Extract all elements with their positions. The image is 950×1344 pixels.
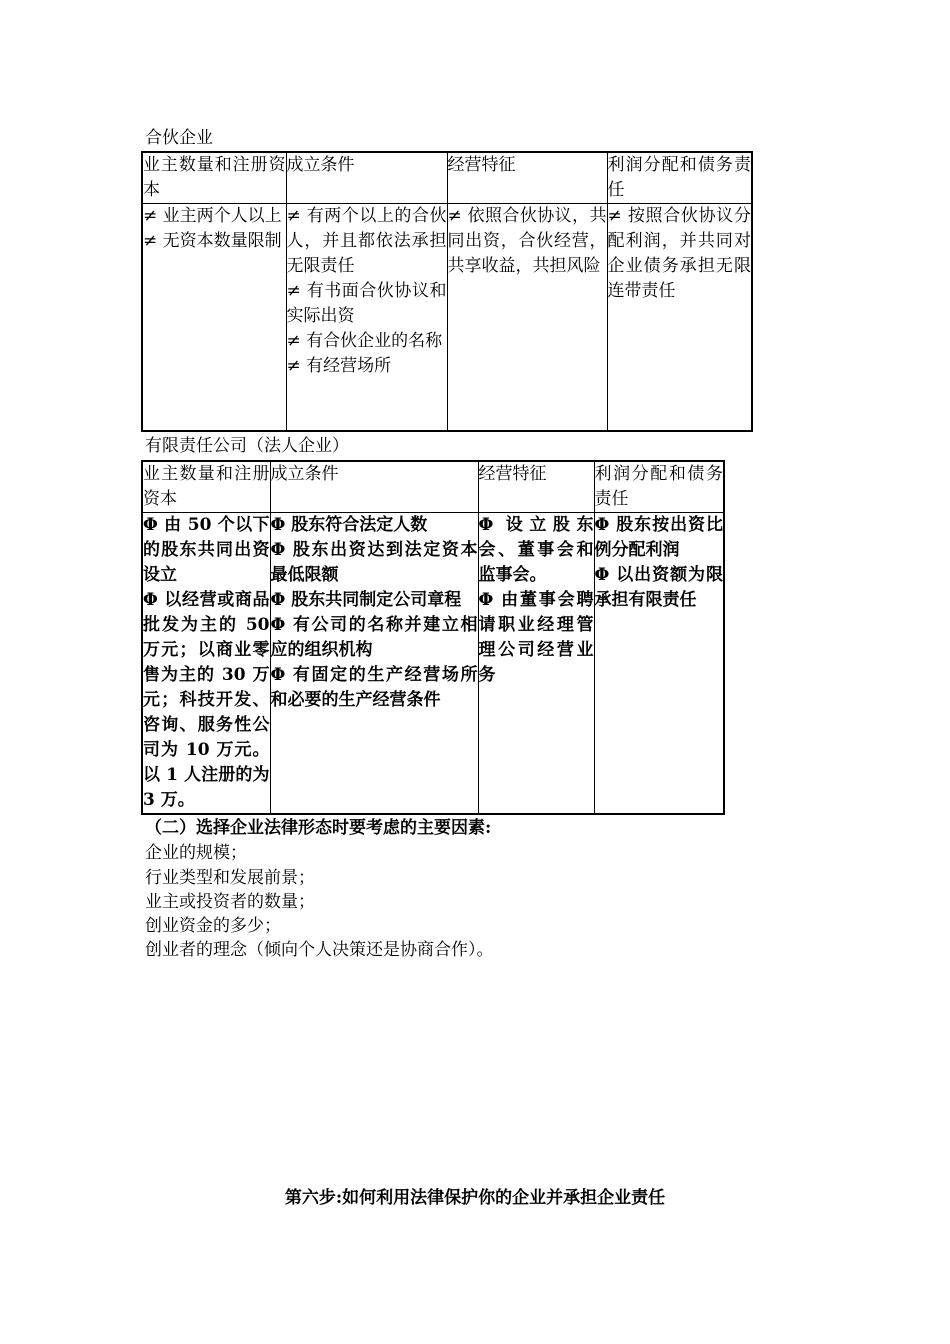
list-item: ≠ 有两个以上的合伙人，并且都依法承担无限责任 (286, 206, 447, 276)
list-item: Φ 股东出资达到法定资本最低限额 (270, 540, 478, 585)
list-item: Φ 以出资额为限承担有限责任 (594, 565, 723, 610)
list-item: Φ 以经营或商品批发为主的 50 万元；以商业零售为主的 30 万元；科技开发、咨询、服务性公司为 10 万元。以 1 人注册的为 3 万。 (143, 590, 270, 810)
list-item: ≠ 有经营场所 (286, 356, 392, 376)
header-operations: 经营特征 (478, 461, 594, 513)
step-six-title: 第六步:如何利用法律保护你的企业并承担企业责任 (284, 1188, 666, 1208)
list-item: Φ 股东按出资比例分配利润 (594, 515, 723, 560)
header-operations: 经营特征 (447, 152, 607, 204)
factor-item: 创业资金的多少； (145, 916, 281, 936)
company-operations-cell (478, 513, 594, 815)
list-item: ≠ 业主两个人以上 (143, 206, 282, 226)
partnership-caption: 合伙企业 (145, 128, 213, 148)
company-table (141, 460, 725, 815)
partnership-conditions-cell (286, 204, 447, 431)
partnership-body-row (142, 204, 752, 431)
company-conditions-cell (270, 513, 478, 815)
header-owners-capital: 业主数量和注册资本 (142, 152, 286, 204)
factor-item: 企业的规模； (145, 843, 247, 863)
factor-item: 创业者的理念（倾向个人决策还是协商合作）。 (145, 940, 494, 960)
header-profit-liability: 利润分配和债务责任 (594, 461, 724, 513)
list-item: Φ 由董事会聘请职业经理管理公司经营业务 (478, 590, 594, 685)
header-conditions: 成立条件 (270, 461, 478, 513)
factor-item: 业主或投资者的数量； (145, 892, 315, 912)
list-item: ≠ 按照合伙协议分配利润，并共同对企业债务承担无限连带责任 (607, 206, 751, 301)
partnership-table (141, 151, 753, 432)
header-profit-liability: 利润分配和债务责任 (607, 152, 752, 204)
company-caption: 有限责任公司（法人企业） (145, 436, 349, 456)
list-item: ≠ 有书面合伙协议和实际出资 (286, 281, 447, 326)
list-item: ≠ 依照合伙协议，共同出资，合伙经营，共享收益，共担风险 (447, 206, 607, 276)
company-body-row (142, 513, 724, 815)
list-item: Φ 有固定的生产经营场所和必要的生产经营条件 (270, 665, 478, 710)
factor-item: 行业类型和发展前景； (145, 868, 315, 888)
company-header-row (142, 461, 724, 513)
company-profit-cell (594, 513, 724, 815)
company-owners-cell (142, 513, 270, 815)
partnership-owners-cell (142, 204, 286, 431)
list-item: Φ 由 50 个以下的股东共同出资设立 (143, 515, 270, 585)
list-item: Φ 有公司的名称并建立相应的组织机构 (270, 615, 478, 660)
list-item: ≠ 无资本数量限制 (143, 231, 282, 251)
list-item: Φ 股东共同制定公司章程 (270, 590, 462, 610)
factors-heading: （二）选择企业法律形态时要考虑的主要因素: (145, 818, 492, 838)
list-item: Φ 设立股东会、董事会和监事会。 (478, 515, 594, 585)
header-owners-capital: 业主数量和注册资本 (142, 461, 270, 513)
header-conditions: 成立条件 (286, 152, 447, 204)
partnership-operations-cell (447, 204, 607, 431)
partnership-profit-cell (607, 204, 752, 431)
list-item: ≠ 有合伙企业的名称 (286, 331, 443, 351)
partnership-header-row (142, 152, 752, 204)
list-item: Φ 股东符合法定人数 (270, 515, 428, 535)
